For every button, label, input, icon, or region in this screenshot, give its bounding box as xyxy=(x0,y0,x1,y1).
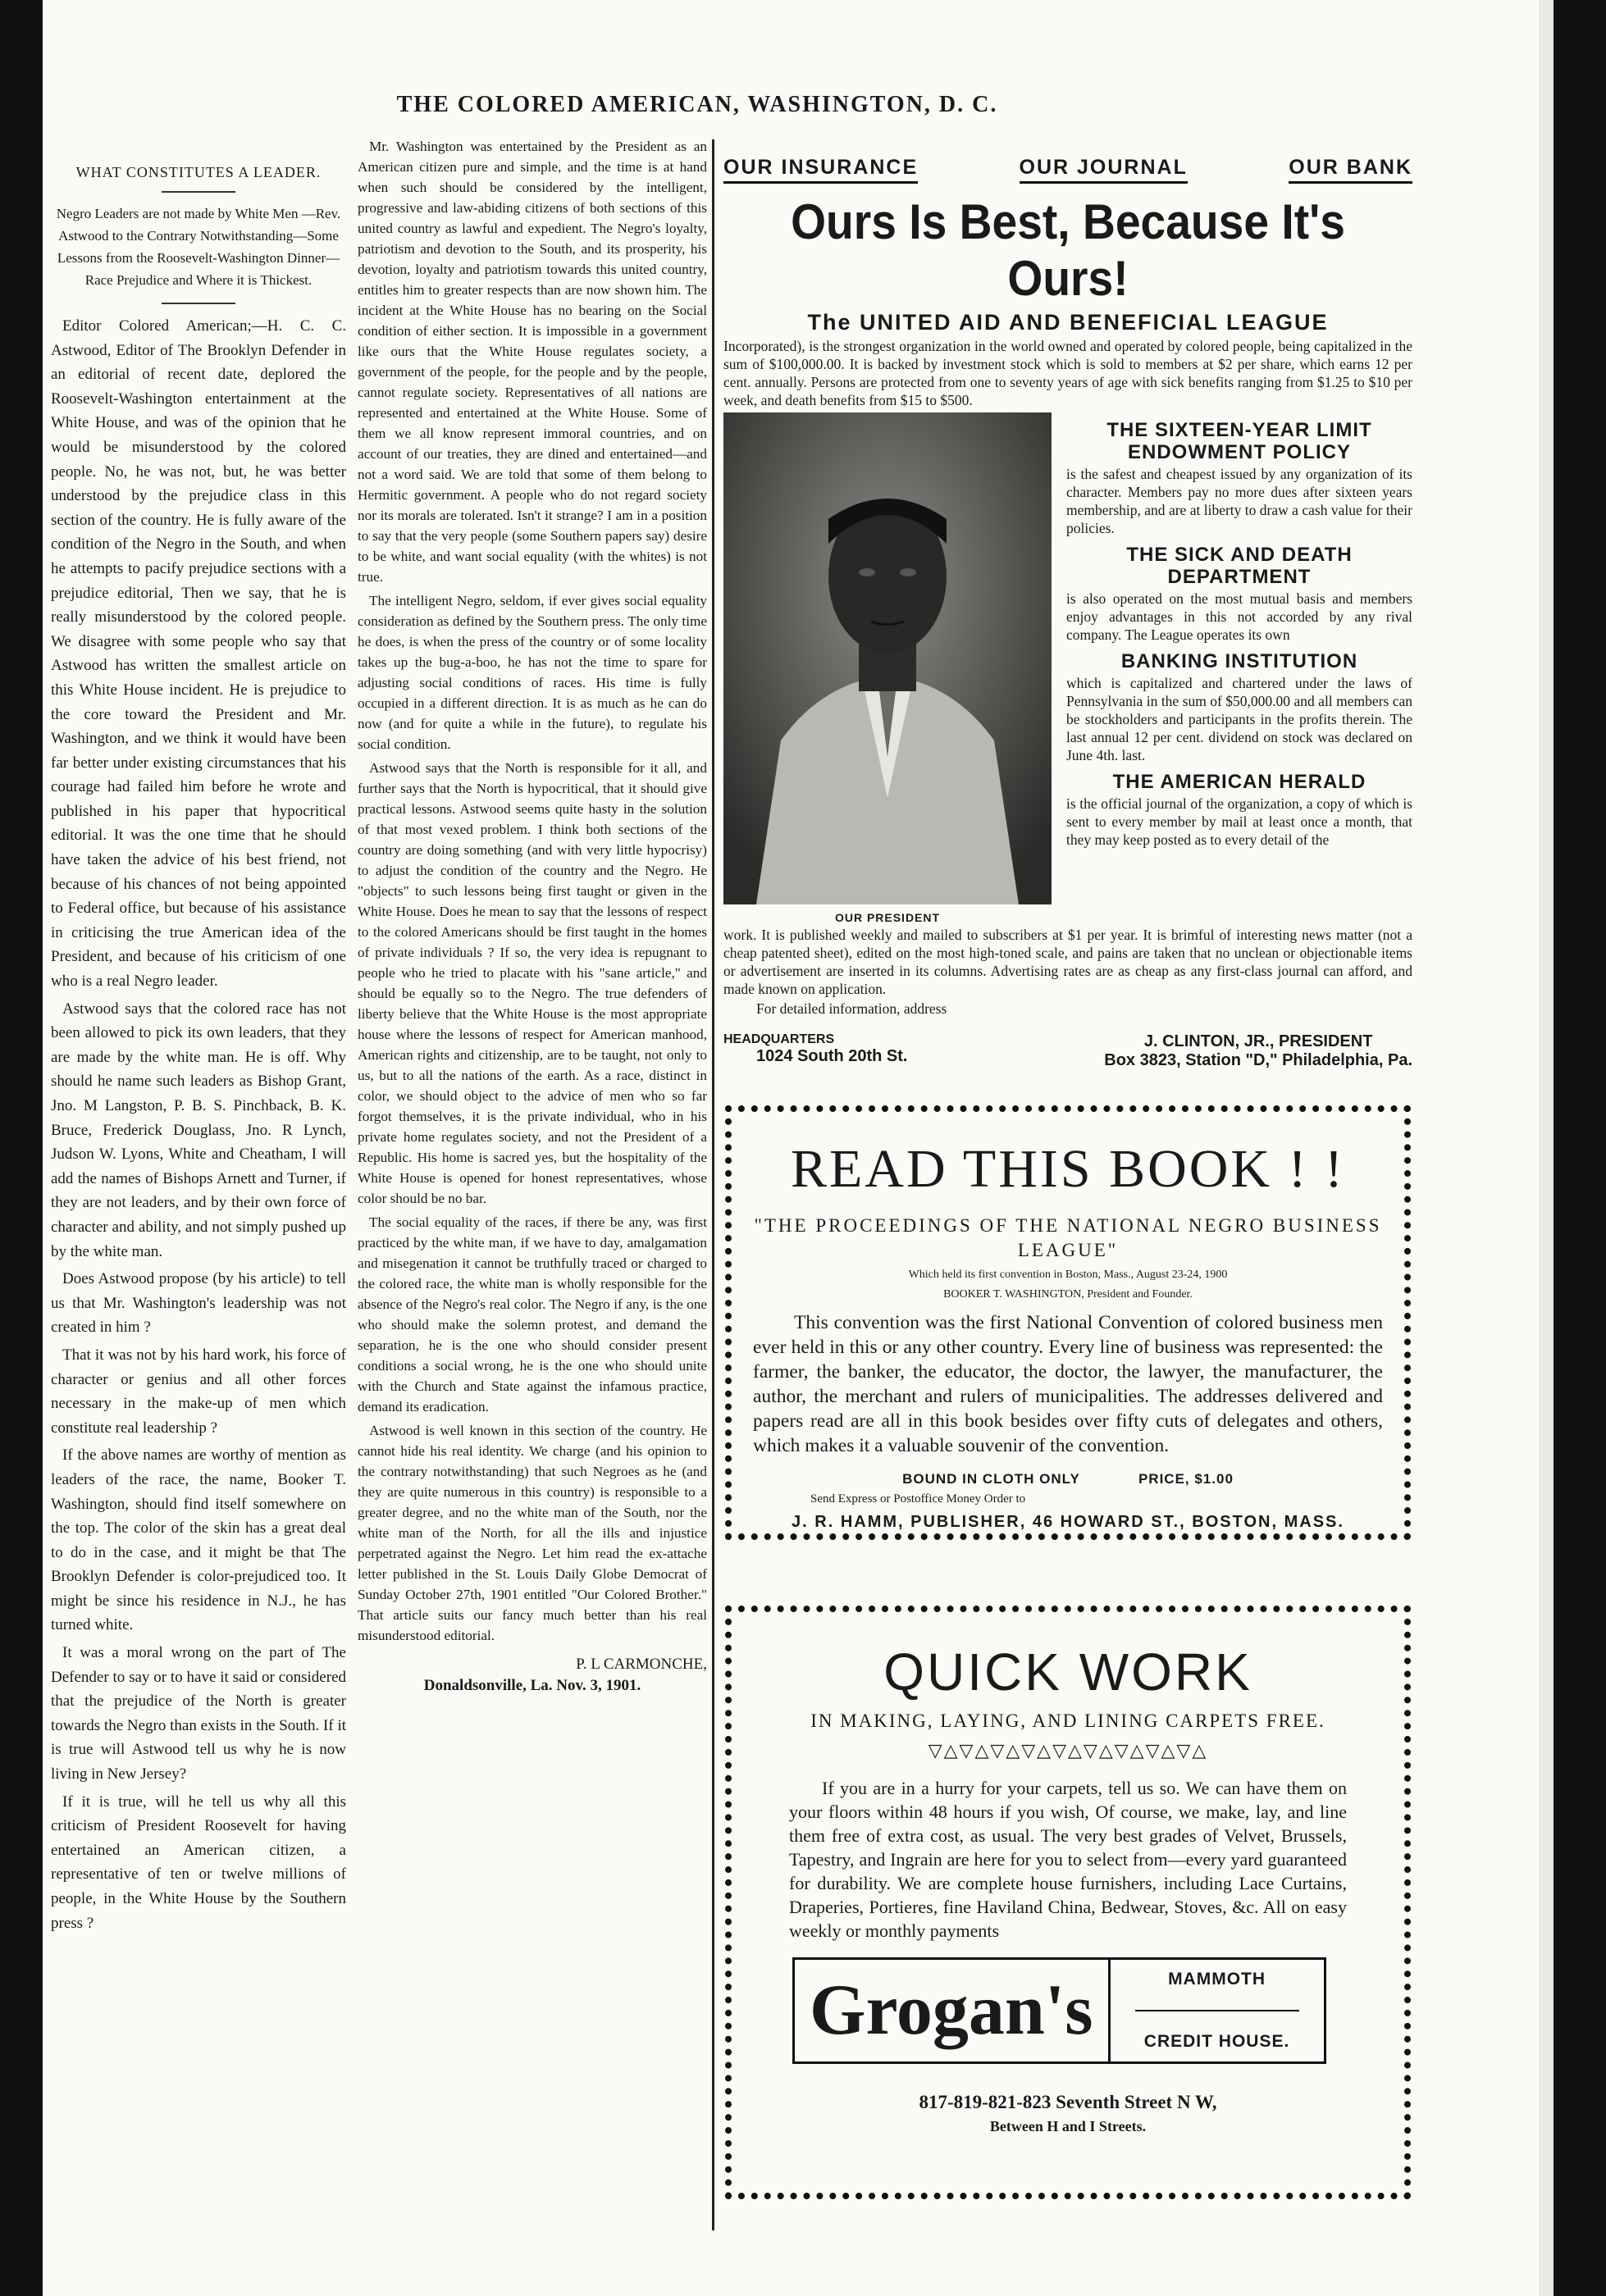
article-paragraph: Astwood says that the North is responsible for it all, and further says that the North is hypocritical, that it should give practical lessons. Astwood seems quite hasty in the solution of that most vexed problem. I think both sections of the country are doing something (and with very little hypocrisy) to adjust the condition of the country and the Negro. He "objects" to such lessons being first taught or given in the White House. Does he mean to say that the lessons of respect to the colored Americans should be first taught in the homes of private individuals ? If so, the very idea is repugnant to people who he tried to placate with his "sane article," and should be equally so to the Negro. The true defenders of liberty believe that the White House is the most appropriate house where the lessons of respect for American manhood, American rights and citizenship, are to be taught, not only to us, but to all the nations of the earth. As a race, distinct in color, we should object to the advice of men who so far forgot themselves, it is the private individual, who in his private home regulates society, and not the President of a Republic. His home is sacred yes, but the hospitality of the White House is opened for honest representatives, whose color should be no bar. xyxy=(358,760,707,1206)
section-text: which is capitalized and chartered under the laws of Pennsylvania in the sum of $50,000.00 and all members can be stockholders and participants in the profits therein. The last annual 12 per cent. dividend on stock was declared on June 4th. last. xyxy=(1066,675,1412,763)
masthead: THE COLORED AMERICAN, WASHINGTON, D. C. xyxy=(396,92,998,117)
article-paragraph: Astwood says that the colored race has not been allowed to pick its own leaders, that they are made by the white man. He is off. Why should he name such leaders as Bishop Grant, Jno. M Langston, P. B. S. Pinchback, B. K. Bruce, Frederick Douglass, Jno. R Lynch, Judson W. Lyons, White and Cheatham, I will add the names of Bishops Arnett and Turner, if they are not leaders, and by their own force of character and ability, and not simply pushed up by the white man. xyxy=(51,1000,346,1260)
section-text: is also operated on the most mutual basis and members enjoy advantages in this not accorded by any rival company. The League operates its own xyxy=(1066,590,1412,643)
section-heading: BANKING INSTITUTION xyxy=(1120,650,1358,672)
book-ad-publisher: J. R. HAMM, PUBLISHER, 46 HOWARD ST., BOSTON, MASS. xyxy=(792,1513,1344,1531)
article-paragraph: Does Astwood propose (by his article) to tell us that Mr. Washington's leadership was not created in him ? xyxy=(51,1270,346,1337)
league-ad-body xyxy=(723,412,1412,924)
book-ad-held: Which held its first convention in Boston, Mass., August 23-24, 1900 xyxy=(908,1269,1228,1281)
article-column-2 xyxy=(358,136,707,1695)
price-text: PRICE, $1.00 xyxy=(1138,1471,1234,1487)
book-ad-founder: BOOKER T. WASHINGTON, President and Founder. xyxy=(943,1288,1193,1301)
journal-label: OUR JOURNAL xyxy=(1020,156,1188,184)
binding-text: BOUND IN CLOTH ONLY xyxy=(902,1471,1080,1487)
league-name: The UNITED AID AND BENEFICIAL LEAGUE xyxy=(807,310,1329,335)
league-ad-top-labels xyxy=(723,156,1412,184)
carpets-ornament: ▽△▽△▽△▽△▽△▽△▽△▽△▽△ xyxy=(928,1740,1208,1761)
article-signature: P. L CARMONCHE, xyxy=(576,1656,707,1673)
store-address: 817-819-821-823 Seventh Street N W, xyxy=(919,2092,1217,2112)
article-subheading: Negro Leaders are not made by White Men —Rev. Astwood to the Contrary Notwithstanding—Some Lessons from the Roosevelt-Washington Dinner—Race Prejudice and Where it is Thickest. xyxy=(56,206,341,288)
book-ad-binding-price xyxy=(753,1471,1383,1487)
divider xyxy=(162,191,235,193)
article-dateline: Donaldsonville, La. Nov. 3, 1901. xyxy=(423,1677,641,1694)
president-block xyxy=(1104,1032,1412,1070)
article-paragraph: Mr. Washington was entertained by the President as an American citizen pure and simple, and the time is at hand when such should be considered by the intelligent, progressive and law-abiding citizens of both sections of this united country as lawful and expedient. The Negro's loyalty, patriotism and devotion to the South, and its prosperity, his devotion, loyalty and patriotism towards this united country, entitles him to greater respects than are now shown him. The incident at the White House has no bearing on the Social condition of either section. It is impossible in a government like ours that the White House regulates society, a government of the people, for the people and by the people, cannot regulate society. Representatives of all nations are represented and entertained at the White House. Some of them we all know represent immoral countries, and on account of our treaties, they are dined and entertained—and not a word said. We are told that some of them belong to Hermitic government. A people who do not regard society nor its morals are tolerated. Isn't it strange? I am in a position to say that the very people (some Southern papers say) desire to be white, and want social equality (with the whites) is not true. xyxy=(358,139,707,585)
article-paragraph: The intelligent Negro, seldom, if ever gives social equality consideration as defined by the Southern press. The only time he does, is when the press of the country or of some locality takes up the bug-a-boo, he has not the time to spare for adjusting social conditions of races. His time is fully occupied in a different direction. It is as much as he can do now (and for quite a while in the future), to regulate his social condition. xyxy=(358,593,707,752)
article-paragraph: If the above names are worthy of mention as leaders of the race, the name, Booker T. Washington, should find itself somewhere on the top. The color of the skin has a great deal to do in the case, and it might be that The Brooklyn Defender is color-prejudiced too. It might be since his residence in N.J., he has turned white. xyxy=(51,1446,346,1634)
headquarters-address: 1024 South 20th St. xyxy=(756,1047,908,1065)
article-paragraph: It was a moral wrong on the part of The Defender to say or to have it said or considered that the prejudice of the North is greater towards the Negro than exists in the South. If it is true will Astwood tell us why he is now living in New Jersey? xyxy=(51,1644,346,1784)
bank-label: OUR BANK xyxy=(1289,156,1412,184)
section-text: is the official journal of the organization, a copy of which is sent to every member by mail at least once a month, that they may keep posted as to every detail of the xyxy=(1066,795,1412,848)
carpets-advertisement xyxy=(725,1606,1411,2199)
league-advertisement xyxy=(723,156,1412,1069)
president-box: Box 3823, Station "D," Philadelphia, Pa. xyxy=(1104,1051,1412,1069)
store-cross-streets: Between H and I Streets. xyxy=(989,2118,1147,2134)
portrait-block xyxy=(723,412,1052,924)
league-sections xyxy=(1066,412,1412,924)
headquarters-label: HEADQUARTERS xyxy=(723,1032,835,1046)
insurance-label: OUR INSURANCE xyxy=(723,156,918,184)
divider xyxy=(1135,2010,1299,2011)
book-ad-title: READ THIS BOOK ! ! xyxy=(790,1139,1346,1199)
store-tag-mammoth: MAMMOTH xyxy=(1168,1970,1266,1989)
headquarters-block xyxy=(723,1032,908,1070)
book-ad-body: This convention was the first National Convention of colored business men ever held in this or any other country. Every line of business was represented: the farmer, the banker, the educator, the doctor, the lawyer, the manufacturer, the author, the merchant and rulers of municipalities. The addresses delivered and papers read are all in this book besides over fifty cuts of delegates and others, which makes it a valuable souvenir of the convention. xyxy=(753,1312,1383,1456)
league-contact-row xyxy=(723,1032,1412,1070)
store-tagline xyxy=(1111,1957,1326,2064)
carpets-ad-title: QUICK WORK xyxy=(883,1642,1252,1702)
article-paragraph: Astwood is well known in this section of the country. He cannot hide his real identity. We charge (and his opinion to the contrary notwithstanding) that such Negroes as he (and they are quite numerous in this country) is responsible to a greater degree, and no the white man of the South, nor the white man of the North, for all the ills and injustice perpetrated against the Negro. Let him read the ex-attache letter published in the St. Louis Daily Globe Democrat of Sunday October 27th, 1901 entitled "Our Colored Brother." That article suits our fancy much better than his real misunderstood editorial. xyxy=(358,1423,707,1643)
league-intro: Incorporated), is the strongest organization in the world owned and operated by colored people, being capitalized in the sum of $100,000.00. It is backed by investment stock which is sold to members at $2 per share, which earns 12 per cent. annually. Persons are protected from one to seventy years of age with sick benefits ranging from $1.25 to $10 per week, and death benefits from $15 to $500. xyxy=(723,338,1412,408)
book-ad-subtitle: "THE PROCEEDINGS OF THE NATIONAL NEGRO BUSINESS LEAGUE" xyxy=(754,1215,1382,1260)
carpets-ad-body: If you are in a hurry for your carpets, tell us so. We can have them on your floors within 48 hours if you wish, Of course, we make, lay, and line them free of extra cost, as usual. The very best grades of Velvet, Brussels, Tapestry, and Ingrain are here for you to select from—every yard guaranteed for durability. We are complete house furnishers, including Lace Curtains, Draperies, Portieres, fine Haviland China, Bedwear, Stoves, &c. All on easy weekly or monthly payments xyxy=(789,1778,1347,1941)
league-details: For detailed information, address xyxy=(756,1000,947,1017)
book-advertisement xyxy=(725,1105,1411,1540)
president-portrait xyxy=(723,412,1052,904)
article-paragraph: If it is true, will he tell us why all this criticism of President Roosevelt for having entertained an American citizen, a representative of ten or twelve millions of people, in the White House by the Southern press ? xyxy=(51,1793,346,1932)
president-name: J. CLINTON, JR., PRESIDENT xyxy=(1143,1032,1373,1050)
league-slogan: Ours Is Best, Because It's Ours! xyxy=(791,194,1345,306)
book-ad-send: Send Express or Postoffice Money Order to xyxy=(810,1492,1026,1506)
store-name: Grogan's xyxy=(792,1957,1111,2064)
article-paragraph: The social equality of the races, if there be any, was first practiced by the white man, if we have to day, amalgamation and misegenation it cannot be truthfully traced or charged to the colored race, the white man is wholly responsible for the absence of the Negro's real color. The Negro if any, is the one who should make the solemn protest, and demand the separation, he is the one who should consider present conditions a social wrong, he is the one who should unite with the Church and State against the infamous practice, demand its eradication. xyxy=(358,1214,707,1414)
scan-border-left xyxy=(0,0,43,2296)
grogans-logo-block xyxy=(792,1957,1355,2064)
scan-border-right xyxy=(1539,0,1606,2296)
column-rule xyxy=(712,139,714,2230)
article-column-1 xyxy=(51,156,346,1938)
article-paragraph: That it was not by his hard work, his force of character or genius and all other forces necessary in the make-up of men which constitute real leadership ? xyxy=(51,1346,346,1437)
portrait-illustration xyxy=(723,412,1052,904)
league-closing: work. It is published weekly and mailed to subscribers at $1 per year. It is brimful of interesting news matter (not a cheap patented sheet), edited on the most high-toned scale, and pains are taken that no unclean or objectionable items or advertisement are inserted in its columns. Advertising rates are as cheap as any first-class journal can afford, and made known on application. xyxy=(723,927,1412,997)
portrait-caption: OUR PRESIDENT xyxy=(834,911,941,924)
article-paragraph: Editor Colored American;—H. C. C. Astwood, Editor of The Brooklyn Defender in an editorial of recent date, deplored the Roosevelt-Washington entertainment at the White House, and was of the opinion that he would be misunderstood by the colored people. No, he was not, but, he was better understood by the prejudice class in this section of the country. He is fully aware of the condition of the Negro in the South, and when he attempts to pacify prejudice sections with a prejudice editorial, Then we say, that he is really misunderstood by the colored people. We disagree with some people who say that Astwood has written the smallest article on this White House incident. He is prejudice to the core toward the President and Mr. Washington, and we think it would have been far better under existing circumstances that his courage had failed him before he wrote and published in his paper that hypocritical editorial. It was the one time that he should have taken the advice of his best friend, not because of his chances of not being appointed to Federal office, but because of his assistance in criticising the true American idea of the President, and because of his criticism of one who is a real Negro leader. xyxy=(51,317,346,991)
section-heading: THE SIXTEEN-YEAR LIMIT ENDOWMENT POLICY xyxy=(1106,419,1372,463)
divider xyxy=(162,303,235,304)
article-heading: WHAT CONSTITUTES A LEADER. xyxy=(75,164,322,180)
carpets-ad-subtitle: IN MAKING, LAYING, AND LINING CARPETS FREE. xyxy=(810,1711,1325,1731)
section-heading: THE SICK AND DEATH DEPARTMENT xyxy=(1126,544,1353,588)
section-text: is the safest and cheapest issued by any organization of its character. Members pay no more dues after sixteen years membership, and are at liberty to draw a cash value for their policies. xyxy=(1066,466,1412,536)
store-tag-credit-house: CREDIT HOUSE. xyxy=(1143,2031,1290,2051)
section-heading: THE AMERICAN HERALD xyxy=(1112,771,1366,793)
